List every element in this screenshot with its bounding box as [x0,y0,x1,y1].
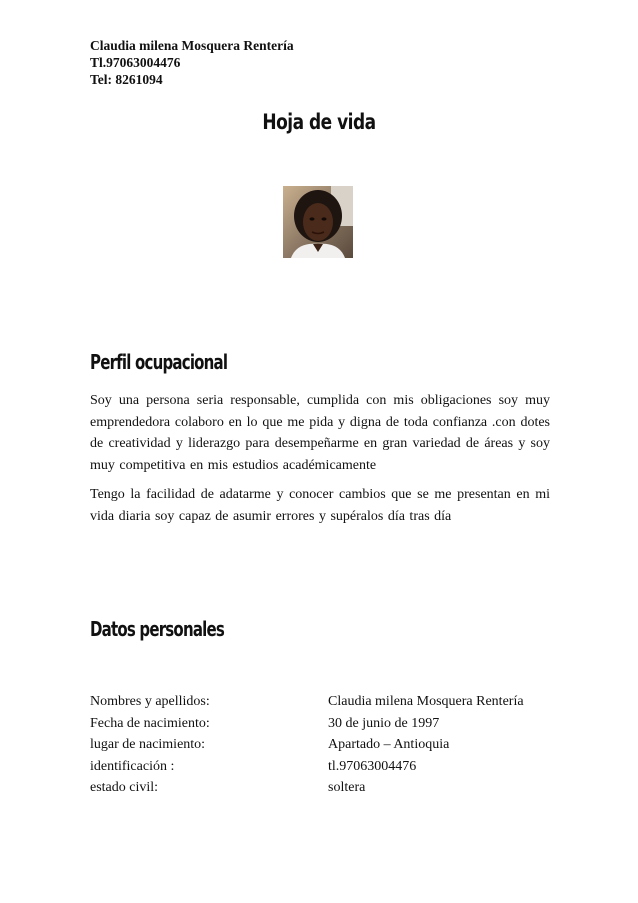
profile-paragraph-1: Soy una persona seria responsable, cumplida con mis obligaciones soy muy emprendedora colaboro en lo que me pida y digna de toda confianza .con dotes de creatividad y liderazgo para desempeñarme en gran variedad de áreas y soy muy competitiva en mis estudios académicamente [90,393,550,473]
data-value: Apartado – Antioquia [328,737,450,752]
data-value: Claudia milena Mosquera Rentería [328,694,524,709]
data-label: Nombres y apellidos: [90,694,210,709]
data-label: Fecha de nacimiento: [90,715,210,731]
section-heading-personal: Datos personales [90,617,224,642]
data-row [90,691,524,713]
profile-photo-image [283,186,353,258]
header-tel: Tel: 8261094 [90,72,163,87]
data-label: identificación : [90,758,175,774]
personal-data-table [90,691,524,799]
data-label: lugar de nacimiento: [90,737,206,752]
data-value: soltera [328,780,366,795]
data-row [90,756,524,778]
header-name: Claudia milena Mosquera Rentería [90,38,294,53]
data-label: estado civil: [90,780,159,795]
data-value: tl.97063004476 [328,758,417,774]
contact-header [90,37,294,88]
section-heading-profile: Perfil ocupacional [90,350,228,375]
data-value: 30 de junio de 1997 [328,715,440,731]
profile-paragraph-2: Tengo la facilidad de adatarme y conocer cambios que se me presentan en mi vida diaria soy capaz de asumir errores y supéralos día tras día [90,487,550,524]
data-row [90,713,524,735]
header-tl: Tl.97063004476 [90,55,181,70]
page-title: Hoja de vida [262,110,376,135]
profile-photo [283,186,353,258]
data-row [90,777,524,799]
data-row [90,734,524,756]
